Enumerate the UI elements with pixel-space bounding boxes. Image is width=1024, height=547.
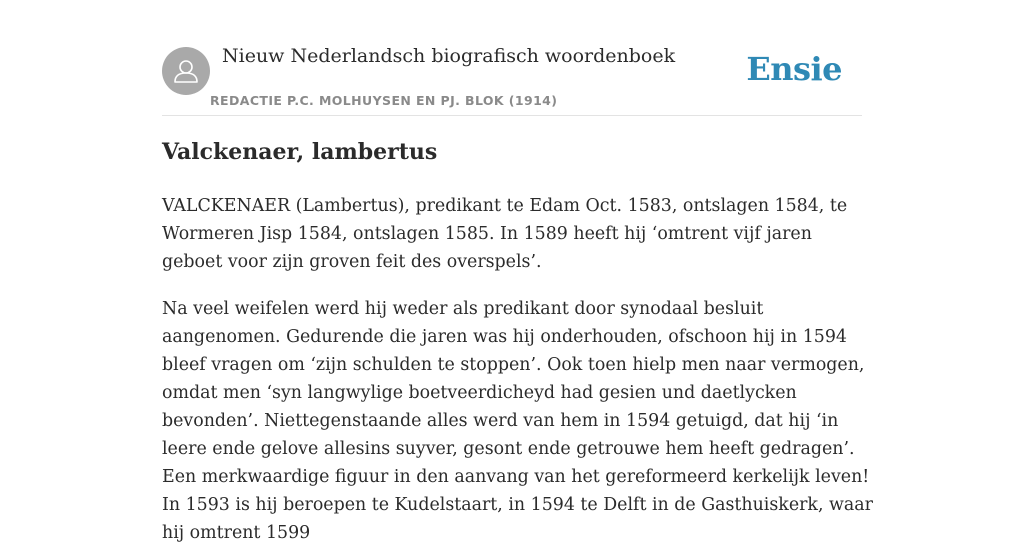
page-container	[162, 0, 873, 543]
entry-paragraph: Na veel weifelen werd hij weder als predikant door synodaal besluit aangenomen. Gedurende die jaren was hij onderhouden, ofschoon hij in 1594 bleef vragen om ‘zijn schulden te stoppen’. Ook toen hielp men naar vermogen, omdat men ‘syn langwylige boetveerdicheyd had gesien und daetlycken bevonden’. Niettegenstaande alles werd van hem in 1594 getuigd, dat hij ‘in leere ende gelove allesins suyver, gesont ende getrouwe hem heeft gedragen’. Een merkwaardige figuur in den aanvang van het gereformeerd kerkelijk leven! In 1593 is hij beroepen te Kudelstaart, in 1594 te Delft in de Gasthuiskerk, waar hij omtrent 1599	[162, 299, 873, 543]
avatar[interactable]	[162, 47, 210, 95]
entry-title: Valckenaer, lambertus	[162, 139, 438, 165]
editors-label: REDACTIE P.C. MOLHUYSEN EN PJ. BLOK (1914)	[210, 93, 558, 108]
entry-paragraph: VALCKENAER (Lambertus), predikant te Edam Oct. 1583, ontslagen 1584, te Wormeren Jisp 1584, ontslagen 1585. In 1589 heeft hij ‘omtrent vijf jaren geboet voor zijn groven feit des overspels’.	[162, 196, 848, 272]
book-header	[162, 0, 862, 116]
brand-logo[interactable]: Ensie	[746, 50, 842, 88]
user-silhouette-icon	[162, 47, 210, 95]
book-title-link[interactable]: Nieuw Nederlandsch biografisch woordenboek	[222, 45, 676, 67]
